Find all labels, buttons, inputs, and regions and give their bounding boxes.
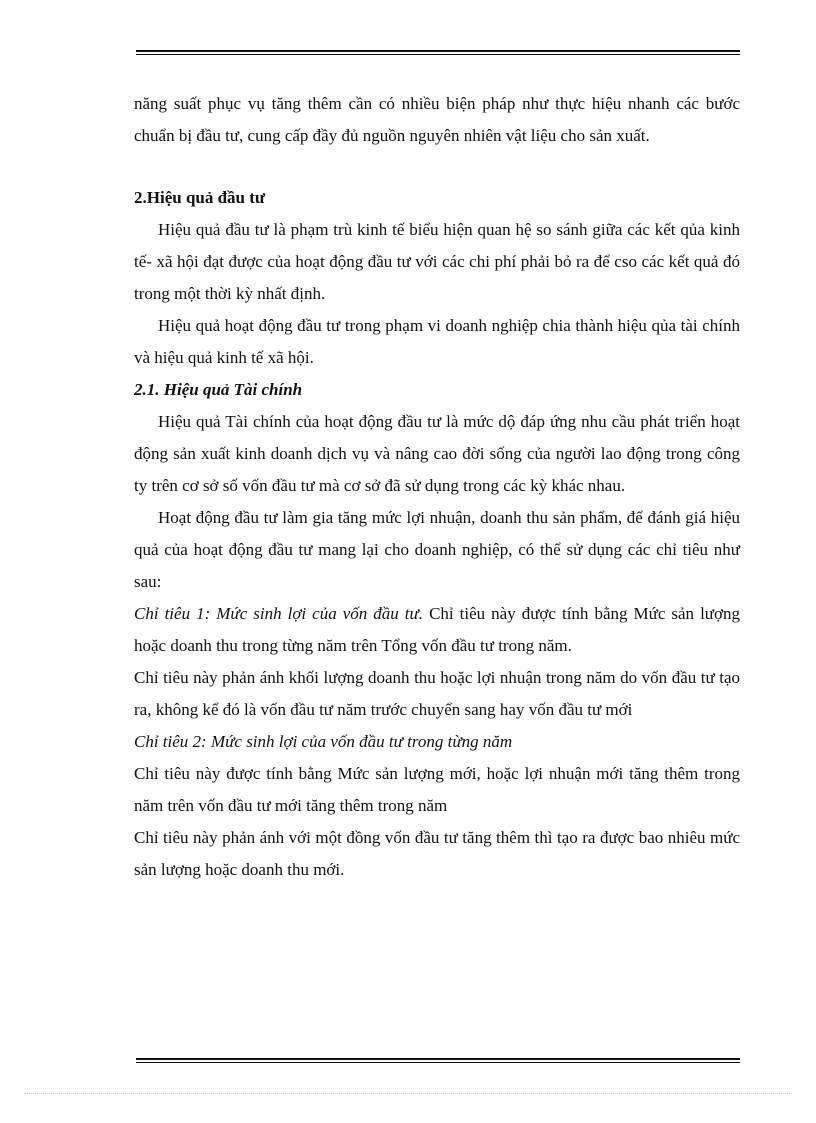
document-body [134, 88, 740, 886]
indicator-2-label: Chỉ tiêu 2: Mức sinh lợi của vốn đầu tư trong từng năm [134, 732, 513, 751]
header-rule [136, 50, 740, 55]
paragraph-indicator-2-formula: Chỉ tiêu này được tính bằng Mức sản lượng mới, hoặc lợi nhuận mới tăng thêm trong năm trên vốn đầu tư mới tăng thêm trong năm [134, 764, 740, 815]
paragraph-definition: Hiệu quả đầu tư là phạm trù kinh tế biểu hiện quan hệ so sánh giữa các kết qủa kinh tế- xã hội đạt được của hoạt động đầu tư với các chi phí phải bỏ ra để cso các kết quả đó trong một thời kỳ nhất định. [134, 220, 740, 303]
paragraph-indicators-intro: Hoạt động đầu tư làm gia tăng mức lợi nhuận, doanh thu sản phẩm, để đánh giá hiệu quả của hoạt động đầu tư mang lại cho doanh nghiệp, có thể sử dụng các chỉ tiêu như sau: [134, 508, 740, 591]
footer-rule [136, 1058, 740, 1063]
subsection-heading: 2.1. Hiệu quả Tài chính [134, 380, 303, 399]
paragraph-indicator-1-meaning: Chỉ tiêu này phản ánh khối lượng doanh thu hoặc lợi nhuận trong năm do vốn đầu tư tạo ra, không kể đó là vốn đầu tư năm trước chuyển sang hay vốn đầu tư mới [134, 668, 740, 719]
paragraph-scope: Hiệu quả hoạt động đầu tư trong phạm vi doanh nghiệp chia thành hiệu qủa tài chính và hiệu quả kinh tế xã hội. [134, 316, 740, 367]
indicator-1 [134, 598, 740, 662]
page-edge-line [24, 1093, 792, 1094]
indicator-1-text: Chỉ tiêu này được tính bằng Mức sản lượng hoặc doanh thu trong từng năm trên Tổng vốn đầu tư trong năm. [134, 604, 740, 655]
paragraph-financial-efficiency: Hiệu quả Tài chính của hoạt động đầu tư là mức dộ đáp ứng nhu cầu phát triển hoạt động sản xuất kinh doanh dịch vụ và nâng cao đời sống của người lao động trong công ty trên cơ sở số vốn đầu tư mà cơ sở đã sử dụng trong các kỳ khác nhau. [134, 412, 740, 495]
paragraph-indicator-2-meaning: Chỉ tiêu này phản ánh với một đồng vốn đầu tư tăng thêm thì tạo ra được bao nhiêu mức sản lượng hoặc doanh thu mới. [134, 828, 740, 879]
section-heading: 2.Hiệu quả đầu tư [134, 188, 266, 207]
indicator-1-label: Chỉ tiêu 1: Mức sinh lợi của vốn đầu tư. [134, 604, 424, 623]
paragraph-continuation: năng suất phục vụ tăng thêm cần có nhiều biện pháp như thực hiệu nhanh các bước chuẩn bị đầu tư, cung cấp đầy đủ nguồn nguyên nhiên vật liệu cho sản xuất. [134, 94, 740, 145]
